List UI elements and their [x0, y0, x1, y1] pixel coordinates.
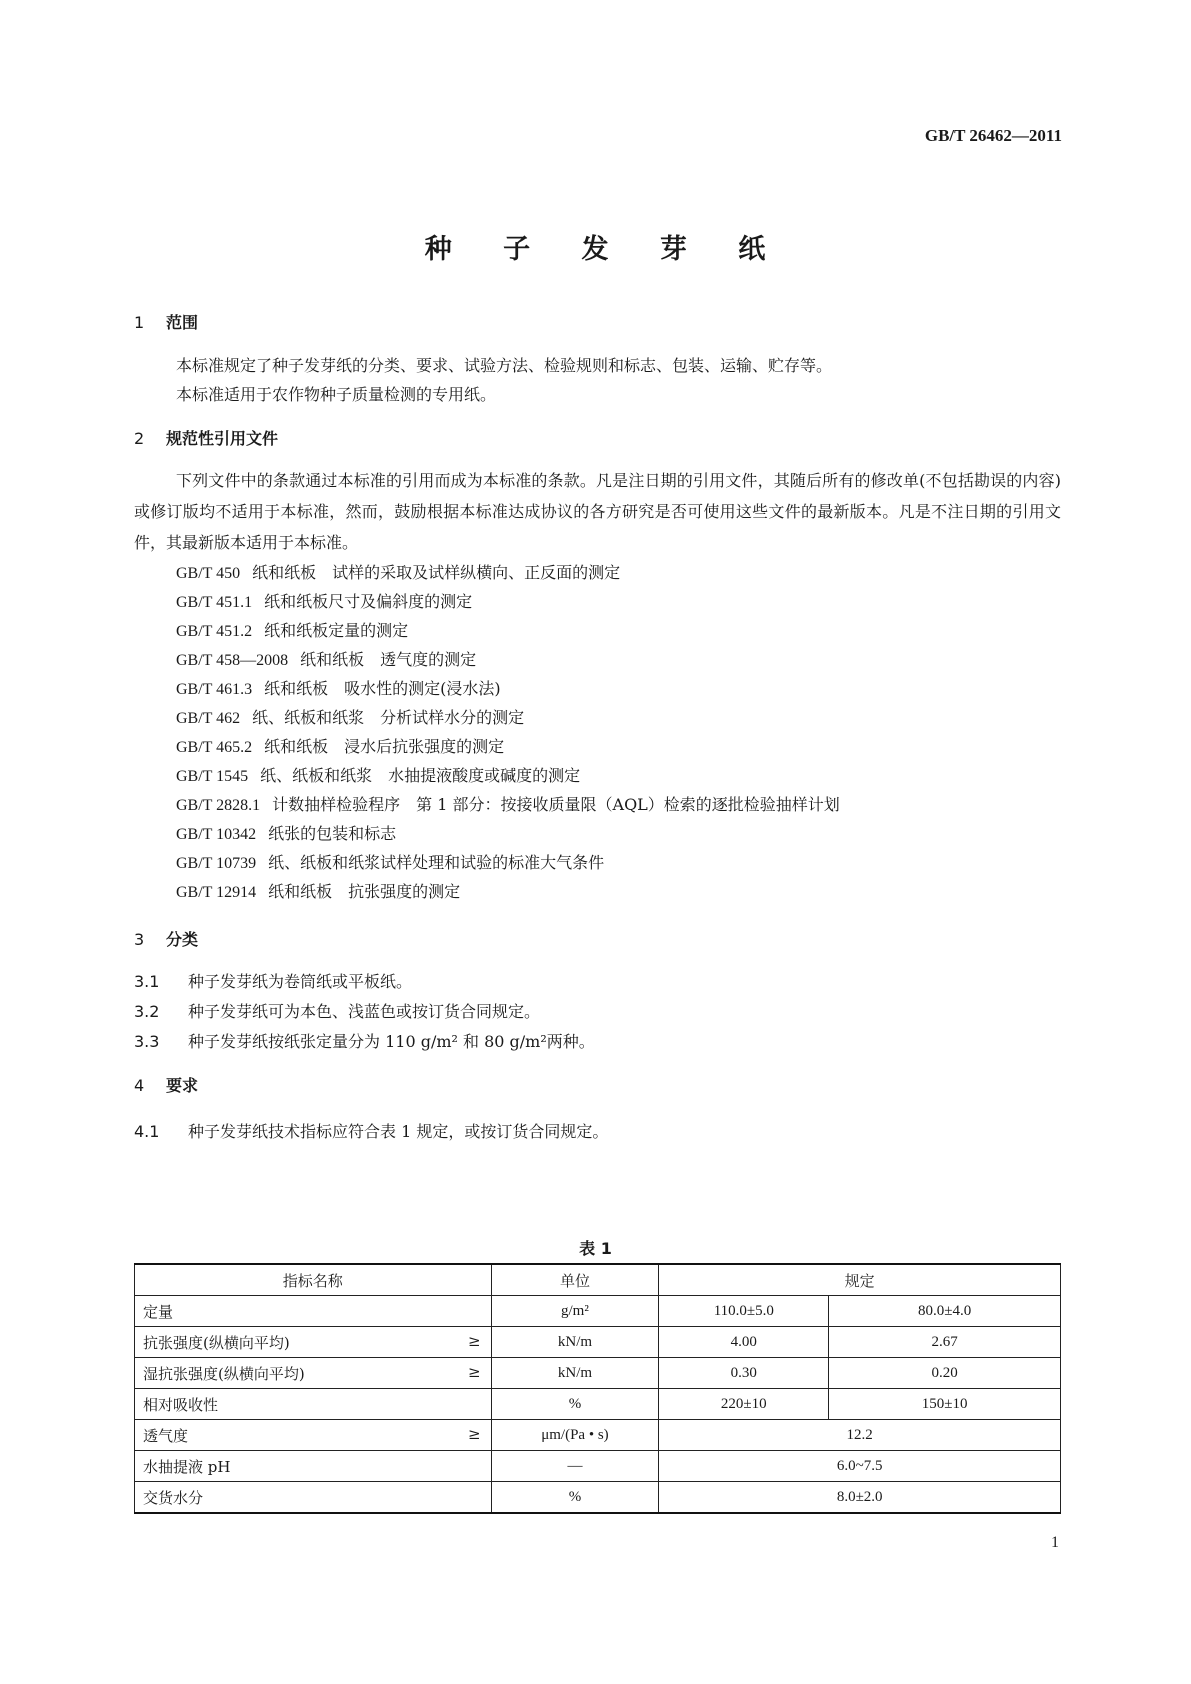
clause-text: 种子发芽纸为卷筒纸或平板纸。: [188, 972, 413, 991]
ge-symbol: ≥: [467, 1425, 481, 1443]
clause: [134, 999, 540, 1022]
clause: [134, 1119, 608, 1142]
section-number: 2: [134, 429, 145, 448]
table-row: [135, 1482, 1061, 1514]
section-2-heading: [134, 426, 278, 449]
reference-item: [176, 792, 840, 815]
unit-cell: μm/(Pa • s): [491, 1420, 659, 1451]
section-title: 范围: [166, 313, 199, 332]
clause: [134, 1029, 595, 1052]
value-cell: 8.0±2.0: [659, 1482, 1061, 1514]
reference-title: 纸和纸板 浸水后抗张强度的测定: [264, 737, 505, 756]
table-row: [135, 1327, 1061, 1358]
section-3-heading: [134, 927, 198, 950]
table-row: [135, 1389, 1061, 1420]
clause-text: 种子发芽纸可为本色、浅蓝色或按订货合同规定。: [188, 1002, 541, 1021]
unit-cell: —: [491, 1451, 659, 1482]
header-cell: 规定: [659, 1264, 1061, 1296]
table-row: [135, 1420, 1061, 1451]
table-row: [135, 1296, 1061, 1327]
indicator-cell: [135, 1482, 492, 1514]
indicator-name: 湿抗张强度(纵横向平均): [143, 1364, 305, 1383]
reference-item: [176, 850, 604, 873]
clause-number: 3.1: [134, 972, 160, 991]
value-cell: 0.20: [829, 1358, 1061, 1389]
section-title: 规范性引用文件: [166, 429, 279, 448]
indicator-name: 水抽提液 pH: [143, 1457, 231, 1476]
reference-code: GB/T 465.2: [176, 739, 253, 756]
section-number: 1: [134, 313, 145, 332]
value-cell: 110.0±5.0: [659, 1296, 829, 1327]
reference-title: 纸和纸板 吸水性的测定(浸水法): [264, 679, 501, 698]
document-title: 种 子 发 芽 纸: [424, 234, 787, 265]
header-cell: 指标名称: [135, 1264, 492, 1296]
ge-symbol: ≥: [467, 1332, 481, 1350]
reference-code: GB/T 451.2: [176, 623, 253, 640]
ge-symbol: ≥: [467, 1363, 481, 1381]
table-row: [135, 1451, 1061, 1482]
value-cell: 6.0~7.5: [659, 1451, 1061, 1482]
clause-number: 4.1: [134, 1122, 160, 1141]
clause-text: 种子发芽纸技术指标应符合表 1 规定，或按订货合同规定。: [188, 1122, 609, 1141]
reference-title: 纸张的包装和标志: [268, 824, 397, 843]
value-cell: 150±10: [829, 1389, 1061, 1420]
indicator-name: 定量: [143, 1302, 174, 1321]
clause-number: 3.3: [134, 1032, 160, 1051]
section-title: 要求: [166, 1076, 199, 1095]
reference-title: 计数抽样检验程序 第 1 部分：按接收质量限（AQL）检索的逐批检验抽样计划: [272, 795, 840, 814]
reference-item: [176, 821, 396, 844]
indicator-cell: [135, 1358, 492, 1389]
reference-title: 纸和纸板尺寸及偏斜度的测定: [264, 592, 473, 611]
reference-title: 纸和纸板 透气度的测定: [300, 650, 477, 669]
reference-title: 纸、纸板和纸浆 分析试样水分的测定: [252, 708, 525, 727]
reference-title: 纸、纸板和纸浆 水抽提液酸度或碱度的测定: [260, 766, 581, 785]
reference-item: [176, 560, 620, 583]
section-number: 4: [134, 1076, 145, 1095]
section-number: 3: [134, 930, 145, 949]
value-cell: 12.2: [659, 1420, 1061, 1451]
indicator-name: 交货水分: [143, 1488, 204, 1507]
section-1-heading: [134, 310, 198, 333]
value-cell: 4.00: [659, 1327, 829, 1358]
value-cell: 80.0±4.0: [829, 1296, 1061, 1327]
value-cell: 0.30: [659, 1358, 829, 1389]
indicator-name: 抗张强度(纵横向平均): [143, 1333, 290, 1352]
reference-item: [176, 647, 476, 670]
reference-item: [176, 589, 472, 612]
reference-item: [176, 763, 580, 786]
section-4-heading: [134, 1073, 198, 1096]
indicator-cell: [135, 1420, 492, 1451]
section-title: 分类: [166, 930, 199, 949]
reference-code: GB/T 461.3: [176, 681, 253, 698]
unit-cell: kN/m: [491, 1327, 659, 1358]
reference-title: 纸和纸板定量的测定: [264, 621, 409, 640]
indicator-name: 相对吸收性: [143, 1395, 219, 1414]
page-number: 1: [1051, 1534, 1059, 1551]
reference-code: GB/T 2828.1: [176, 797, 261, 814]
reference-code: GB/T 458—2008: [176, 652, 289, 669]
reference-item: [176, 676, 501, 699]
reference-title: 纸和纸板 抗张强度的测定: [268, 882, 461, 901]
reference-code: GB/T 12914: [176, 884, 257, 901]
reference-code: GB/T 10342: [176, 826, 257, 843]
unit-cell: %: [491, 1482, 659, 1514]
clause: [134, 969, 412, 992]
table-header-row: [135, 1264, 1061, 1296]
indicator-cell: [135, 1451, 492, 1482]
references-intro: 下列文件中的条款通过本标准的引用而成为本标准的条款。凡是注日期的引用文件，其随后所有的修改单(不包括勘误的内容)或修订版均不适用于本标准，然而，鼓励根据本标准达成协议的各方研究是否可使用这些文件的最新版本。凡是不注日期的引用文件，其最新版本适用于本标准。: [134, 471, 1061, 552]
reference-item: [176, 734, 504, 757]
reference-code: GB/T 1545: [176, 768, 249, 785]
reference-code: GB/T 462: [176, 710, 241, 727]
scope-paragraph: 本标准适用于农作物种子质量检测的专用纸。: [176, 385, 497, 404]
value-cell: 2.67: [829, 1327, 1061, 1358]
unit-cell: kN/m: [491, 1358, 659, 1389]
indicator-name: 透气度: [143, 1426, 189, 1445]
table-caption: 表 1: [579, 1239, 612, 1258]
unit-cell: g/m²: [491, 1296, 659, 1327]
indicator-cell: [135, 1327, 492, 1358]
spec-table: [134, 1263, 1061, 1514]
reference-title: 纸、纸板和纸浆试样处理和试验的标准大气条件: [268, 853, 605, 872]
scope-paragraph: 本标准规定了种子发芽纸的分类、要求、试验方法、检验规则和标志、包装、运输、贮存等。: [176, 356, 833, 375]
reference-item: [176, 618, 408, 641]
reference-code: GB/T 10739: [176, 855, 257, 872]
standard-number: GB/T 26462—2011: [924, 126, 1062, 145]
clause-text: 种子发芽纸按纸张定量分为 110 g/m² 和 80 g/m²两种。: [188, 1032, 595, 1051]
reference-item: [176, 879, 460, 902]
reference-code: GB/T 450: [176, 565, 241, 582]
indicator-cell: [135, 1296, 492, 1327]
reference-code: GB/T 451.1: [176, 594, 253, 611]
table-row: [135, 1358, 1061, 1389]
indicator-cell: [135, 1389, 492, 1420]
value-cell: 220±10: [659, 1389, 829, 1420]
reference-title: 纸和纸板 试样的采取及试样纵横向、正反面的测定: [252, 563, 621, 582]
header-cell: 单位: [491, 1264, 659, 1296]
reference-item: [176, 705, 524, 728]
unit-cell: %: [491, 1389, 659, 1420]
clause-number: 3.2: [134, 1002, 160, 1021]
